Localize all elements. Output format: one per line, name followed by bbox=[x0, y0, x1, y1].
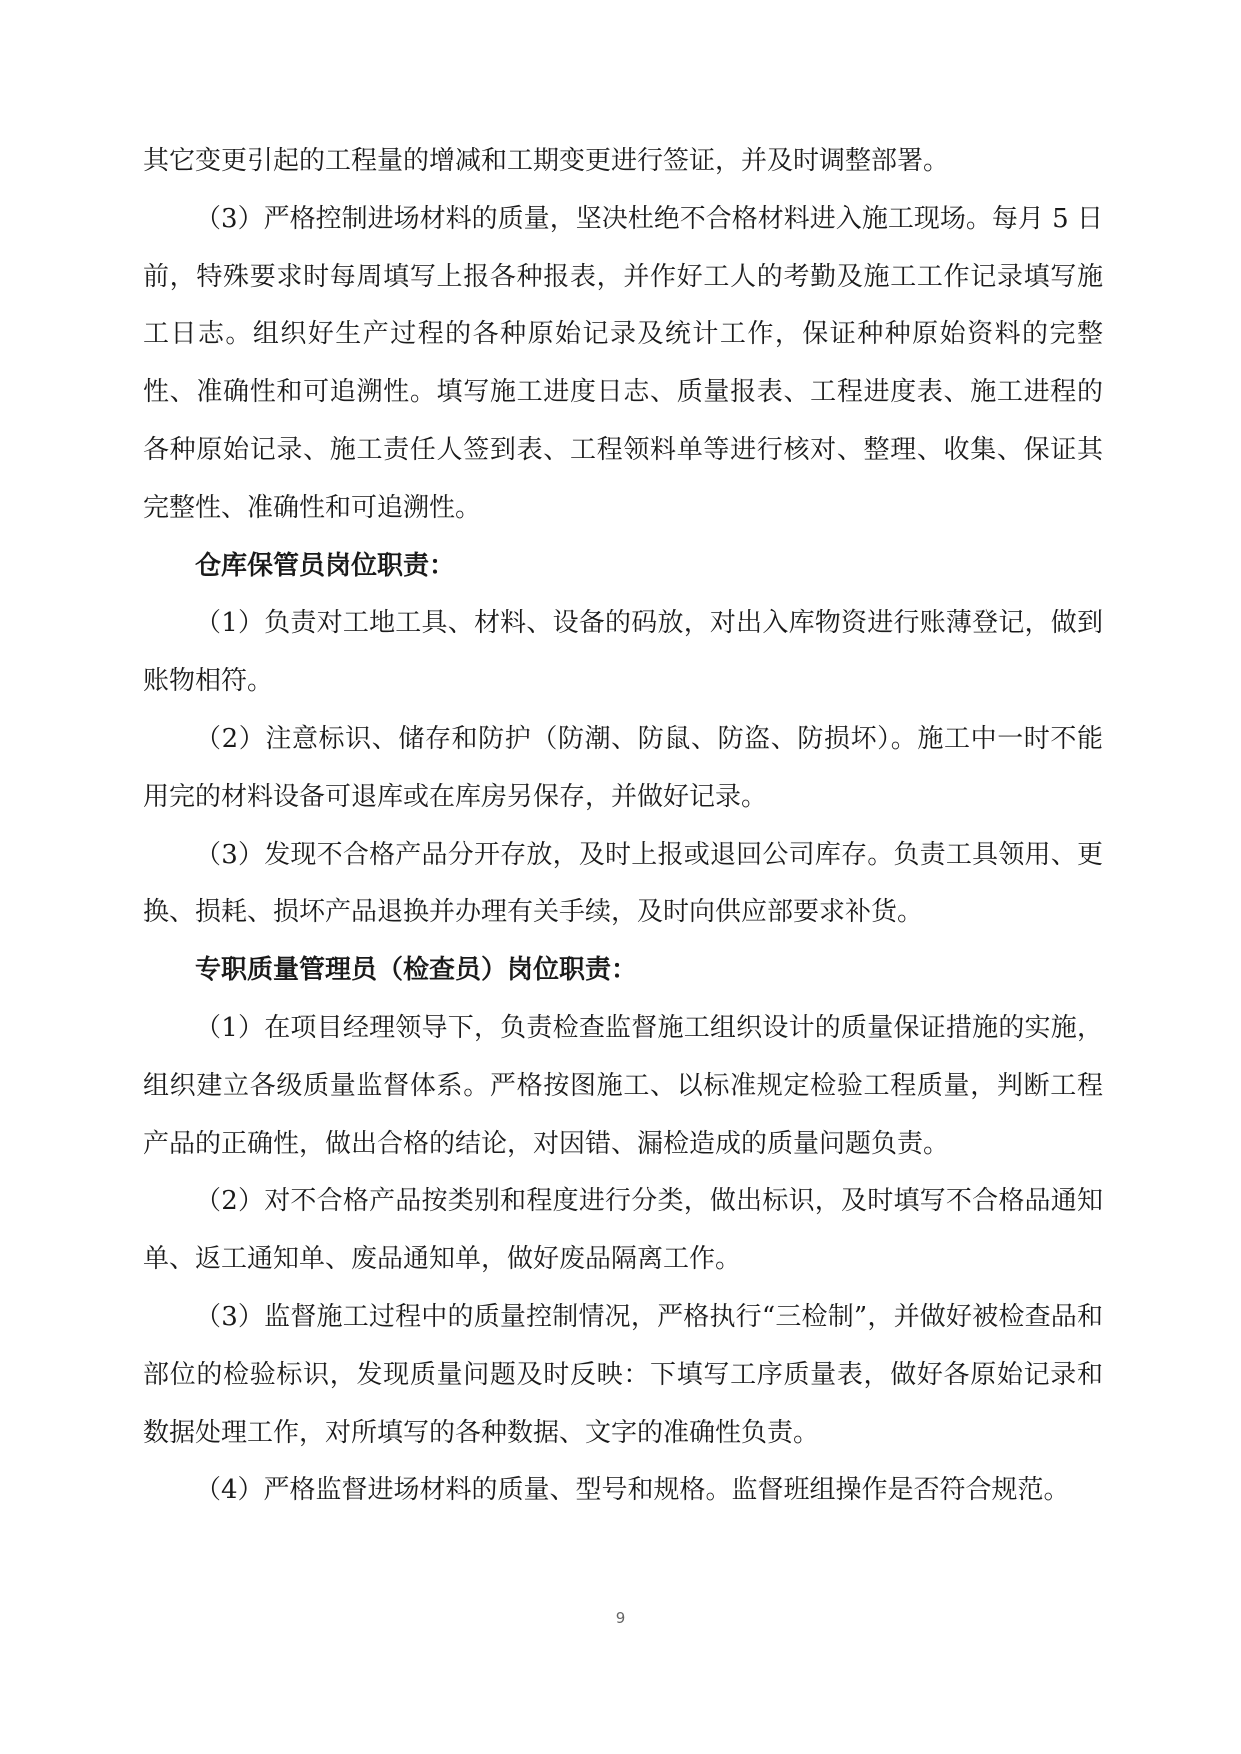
section-heading-quality-inspector: 专职质量管理员（检查员）岗位职责： bbox=[195, 955, 638, 986]
paragraph-quality-item-4: （4）严格监督进场材料的质量、型号和规格。监督班组操作是否符合规范。 bbox=[195, 1475, 1070, 1506]
section-heading-warehouse-keeper: 仓库保管员岗位职责： bbox=[195, 550, 456, 581]
paragraph-quality-item-2: （2）对不合格产品按类别和程度进行分类，做出标识，及时填写不合格品通知单、返工通知单、废品通知单，做好废品隔离工作。 bbox=[143, 1186, 1103, 1275]
page-number: 9 bbox=[615, 1609, 626, 1627]
paragraph-quality-item-1: （1）在项目经理领导下，负责检查监督施工组织设计的质量保证措施的实施，组织建立各级质量监督体系。严格按图施工、以标准规定检验工程质量，判断工程产品的正确性，做出合格的结论，对因错、漏检造成的质量问题负责。 bbox=[143, 1012, 1103, 1159]
paragraph-warehouse-item-1: （1）负责对工地工具、材料、设备的码放，对出入库物资进行账薄登记，做到账物相符。 bbox=[143, 608, 1103, 697]
paragraph-quality-item-3: （3）监督施工过程中的质量控制情况，严格执行“三检制”，并做好被检查品和部位的检验标识，发现质量问题及时反映：下填写工序质量表，做好各原始记录和数据处理工作，对所填写的各种数据、文字的准确性负责。 bbox=[143, 1301, 1103, 1448]
paragraph-item-3-material-control: （3）严格控制进场材料的质量，坚决杜绝不合格材料进入施工现场。每月 5 日前，特殊要求时每周填写上报各种报表，并作好工人的考勤及施工工作记录填写施工日志。组织好生产过程的各种原始记录及统计工作，保证种种原始资料的完整性、准确性和可追溯性。填写施工进度日志、质量报表、工程进度表、施工进程的各种原始记录、施工责任人签到表、工程领料单等进行核对、整理、收集、保证其完整性、准确性和可追溯性。 bbox=[143, 203, 1103, 523]
paragraph-warehouse-item-3: （3）发现不合格产品分开存放，及时上报或退回公司库存。负责工具领用、更换、损耗、损坏产品退换并办理有关手续，及时向供应部要求补货。 bbox=[143, 839, 1103, 928]
paragraph-warehouse-item-2: （2）注意标识、储存和防护（防潮、防鼠、防盗、防损坏）。施工中一时不能用完的材料设备可退库或在库房另保存，并做好记录。 bbox=[143, 723, 1103, 812]
document-body bbox=[143, 133, 1103, 1520]
paragraph-continuation: 其它变更引起的工程量的增减和工期变更进行签证，并及时调整部署。 bbox=[143, 146, 950, 176]
